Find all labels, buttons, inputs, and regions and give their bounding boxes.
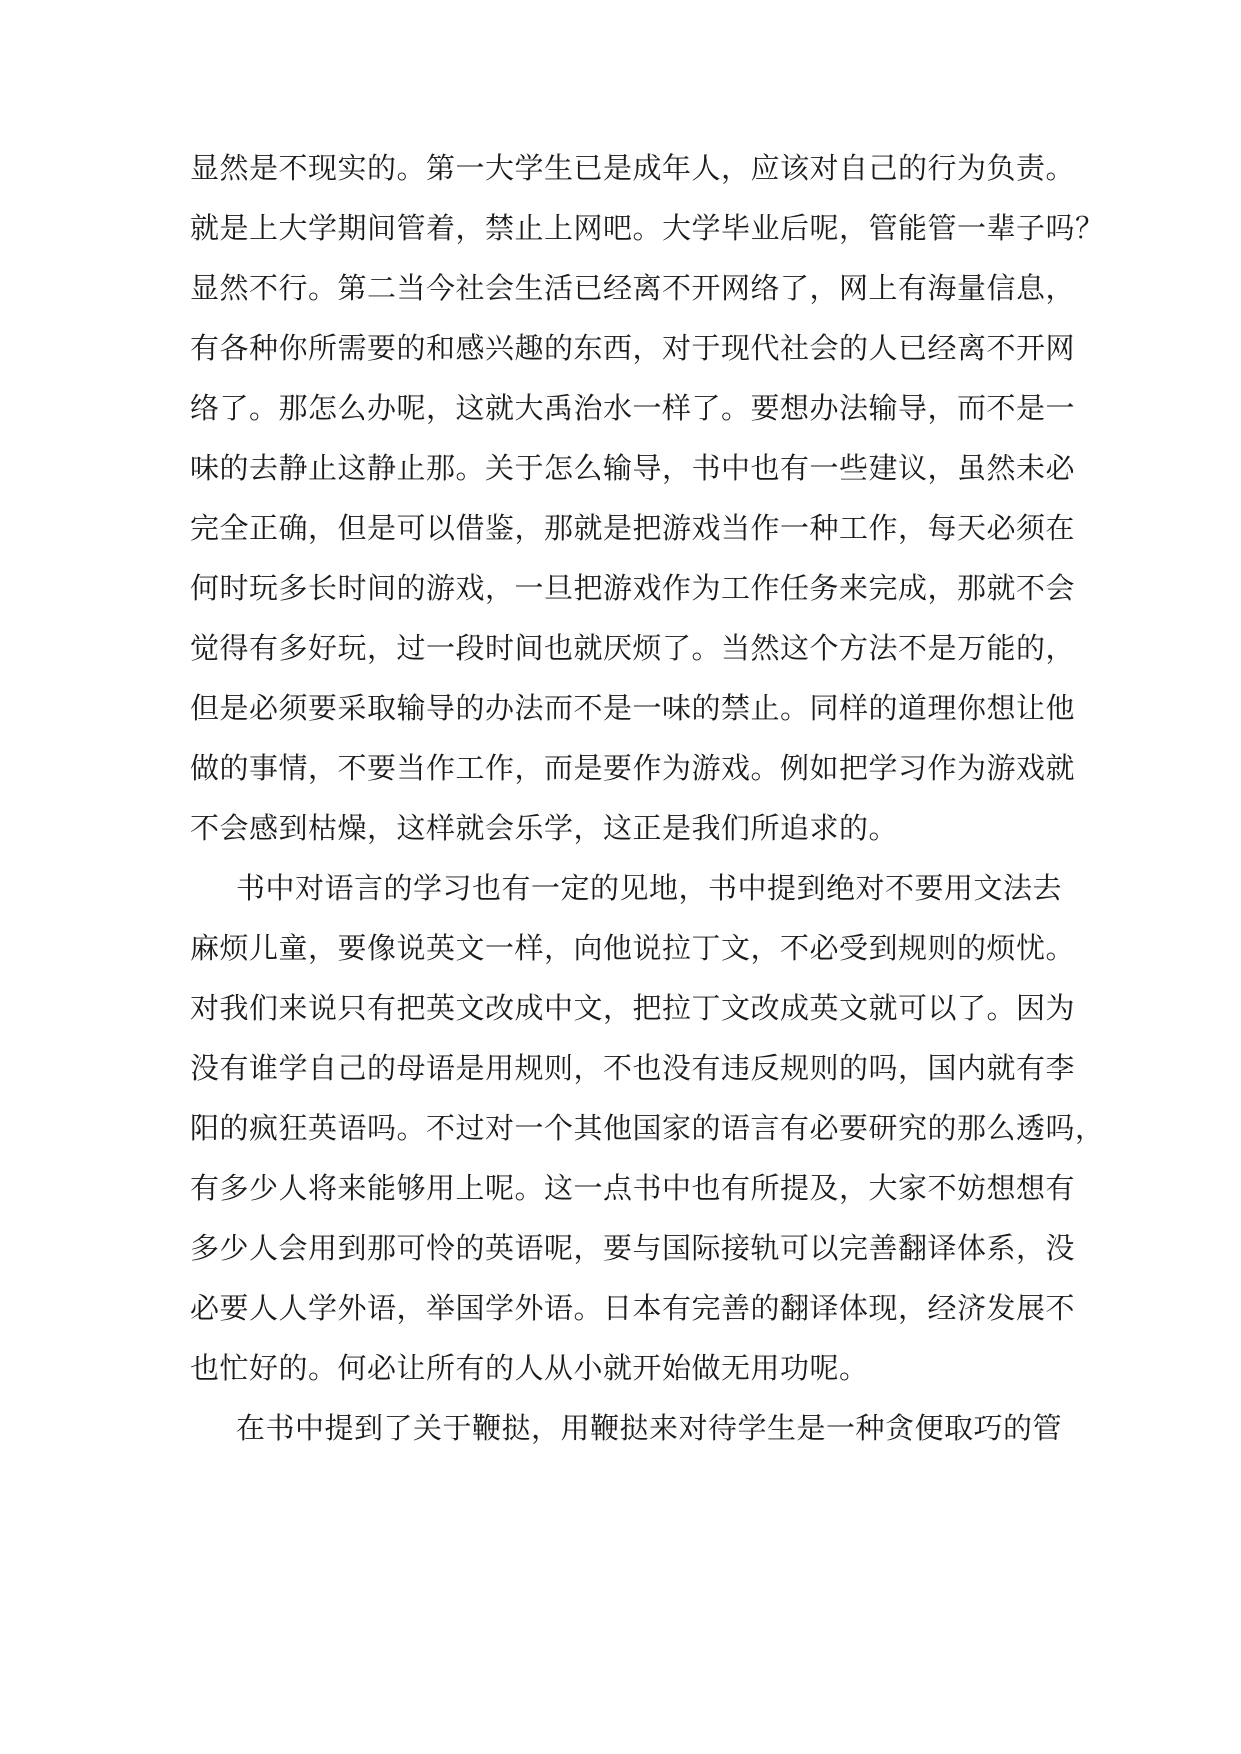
text-line: 何时玩多长时间的游戏，一旦把游戏作为工作任务来完成，那就不会 [190, 571, 1076, 605]
text-line: 没有谁学自己的母语是用规则，不也没有违反规则的吗，国内就有李 [190, 1051, 1076, 1085]
paragraph-first-line: 书中对语言的学习也有一定的见地，书中提到绝对不要用文法去 [236, 871, 1063, 905]
text-line: 就是上大学期间管着，禁止上网吧。大学毕业后呢，管能管一辈子吗？ [190, 211, 1105, 245]
text-line: 味的去静止这静止那。关于怎么输导，书中也有一些建议，虽然未必 [190, 451, 1076, 485]
text-line: 有多少人将来能够用上呢。这一点书中也有所提及，大家不妨想想有 [190, 1171, 1076, 1205]
text-line: 络了。那怎么办呢，这就大禹治水一样了。要想办法输导，而不是一 [190, 391, 1076, 425]
text-line: 有各种你所需要的和感兴趣的东西，对于现代社会的人已经离不开网 [190, 331, 1076, 365]
text-line: 阳的疯狂英语吗。不过对一个其他国家的语言有必要研究的那么透吗， [190, 1111, 1105, 1145]
text-line: 麻烦儿童，要像说英文一样，向他说拉丁文，不必受到规则的烦忧。 [190, 931, 1076, 965]
text-line: 必要人人学外语，举国学外语。日本有完善的翻译体现，经济发展不 [190, 1291, 1076, 1325]
text-line: 多少人会用到那可怜的英语呢，要与国际接轨可以完善翻译体系，没 [190, 1231, 1076, 1265]
text-line: 显然不行。第二当今社会生活已经离不开网络了，网上有海量信息， [190, 271, 1076, 305]
text-line: 但是必须要采取输导的办法而不是一味的禁止。同样的道理你想让他 [190, 691, 1076, 725]
text-line: 显然是不现实的。第一大学生已是成年人，应该对自己的行为负责。 [190, 151, 1076, 185]
text-line: 觉得有多好玩，过一段时间也就厌烦了。当然这个方法不是万能的， [190, 631, 1076, 665]
text-line: 不会感到枯燥，这样就会乐学，这正是我们所追求的。 [190, 811, 899, 845]
text-line: 也忙好的。何必让所有的人从小就开始做无用功呢。 [190, 1351, 869, 1385]
text-line: 完全正确，但是可以借鉴，那就是把游戏当作一种工作，每天必须在 [190, 511, 1076, 545]
paragraph-first-line: 在书中提到了关于鞭挞，用鞭挞来对待学生是一种贪便取巧的管 [236, 1411, 1063, 1445]
text-line: 对我们来说只有把英文改成中文，把拉丁文改成英文就可以了。因为 [190, 991, 1076, 1025]
text-line: 做的事情，不要当作工作，而是要作为游戏。例如把学习作为游戏就 [190, 751, 1076, 785]
